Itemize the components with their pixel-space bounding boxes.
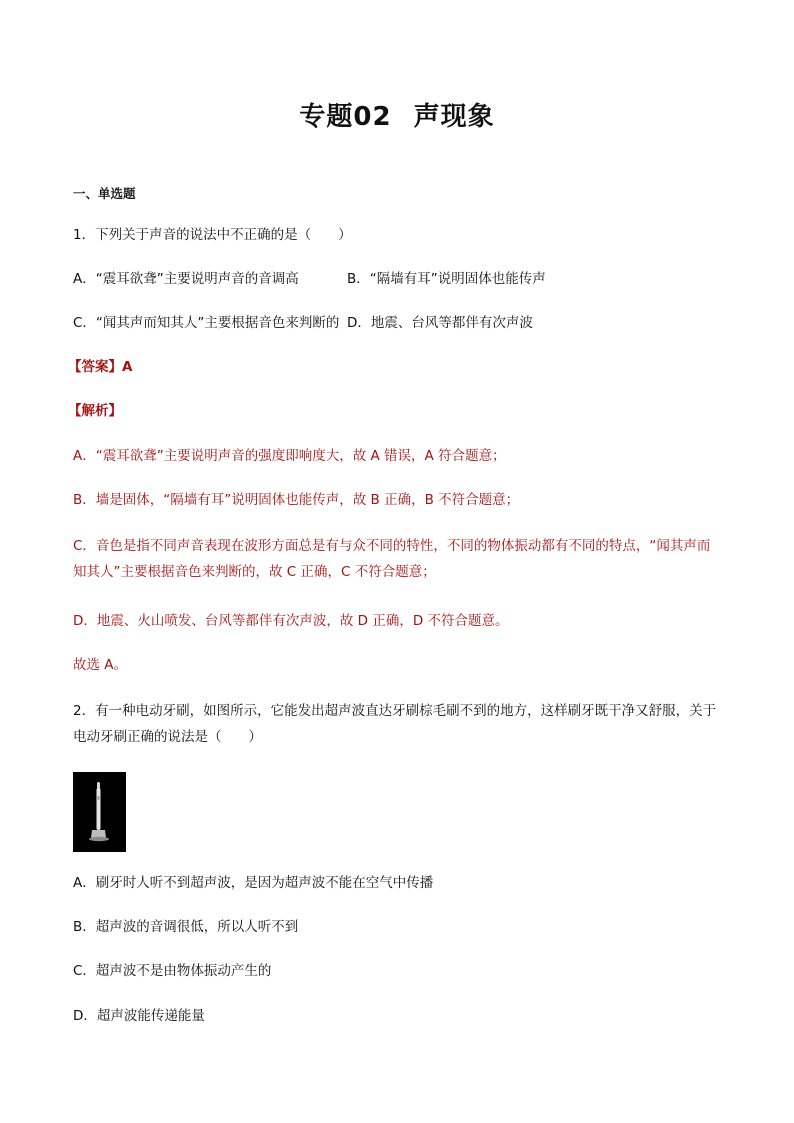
q1-option-b: B．“隔墙有耳”说明固体也能传声	[347, 271, 546, 287]
q1-analysis-b: B．墙是固体，“隔墙有耳”说明固体也能传声，故 B 正确，B 不符合题意；	[73, 492, 520, 508]
q1-option-a: A．“震耳欲聋”主要说明声音的音调高	[73, 271, 299, 287]
toothbrush-icon	[73, 772, 126, 852]
q1-analysis-c: C．音色是指不同声音表现在波形方面总是有与众不同的特性，不同的物体振动都有不同的特点，“闻其声而知其人”主要根据音色来判断的，故 C 正确，C 不符合题意；	[73, 538, 711, 580]
q1-conclusion: 故选 A。	[73, 657, 128, 673]
page-title-topic: 声现象	[413, 102, 495, 132]
q2-option-d: D．超声波能传递能量	[73, 1008, 205, 1024]
q2-stem: 2．有一种电动牙刷，如图所示，它能发出超声波直达牙刷棕毛刷不到的地方，这样刷牙既干净又舒服，关于电动牙刷正确的说法是（ ）	[73, 703, 717, 745]
q2-option-b: B．超声波的音调很低，所以人听不到	[73, 919, 299, 935]
q1-answer: 【答案】A	[68, 359, 133, 375]
q1-analysis-label: 【解析】	[68, 403, 122, 419]
q2-option-a: A．刷牙时人听不到超声波，是因为超声波不能在空气中传播	[73, 875, 434, 891]
electric-toothbrush-image	[73, 772, 126, 852]
q1-analysis-a: A．“震耳欲聋”主要说明声音的强度即响度大，故 A 错误，A 符合题意；	[73, 448, 506, 464]
q2-option-c: C．超声波不是由物体振动产生的	[73, 963, 272, 979]
q1-analysis-d: D．地震、火山喷发、台风等都伴有次声波，故 D 正确，D 不符合题意。	[73, 613, 509, 629]
page-title-number: 专题02	[299, 102, 392, 132]
section-heading: 一、单选题	[73, 186, 136, 201]
q1-stem: 1．下列关于声音的说法中不正确的是（ ）	[73, 227, 352, 243]
page-title	[0, 96, 794, 133]
q1-option-c: C．“闻其声而知其人”主要根据音色来判断的	[73, 315, 340, 331]
q1-option-d: D．地震、台风等都伴有次声波	[347, 315, 533, 331]
